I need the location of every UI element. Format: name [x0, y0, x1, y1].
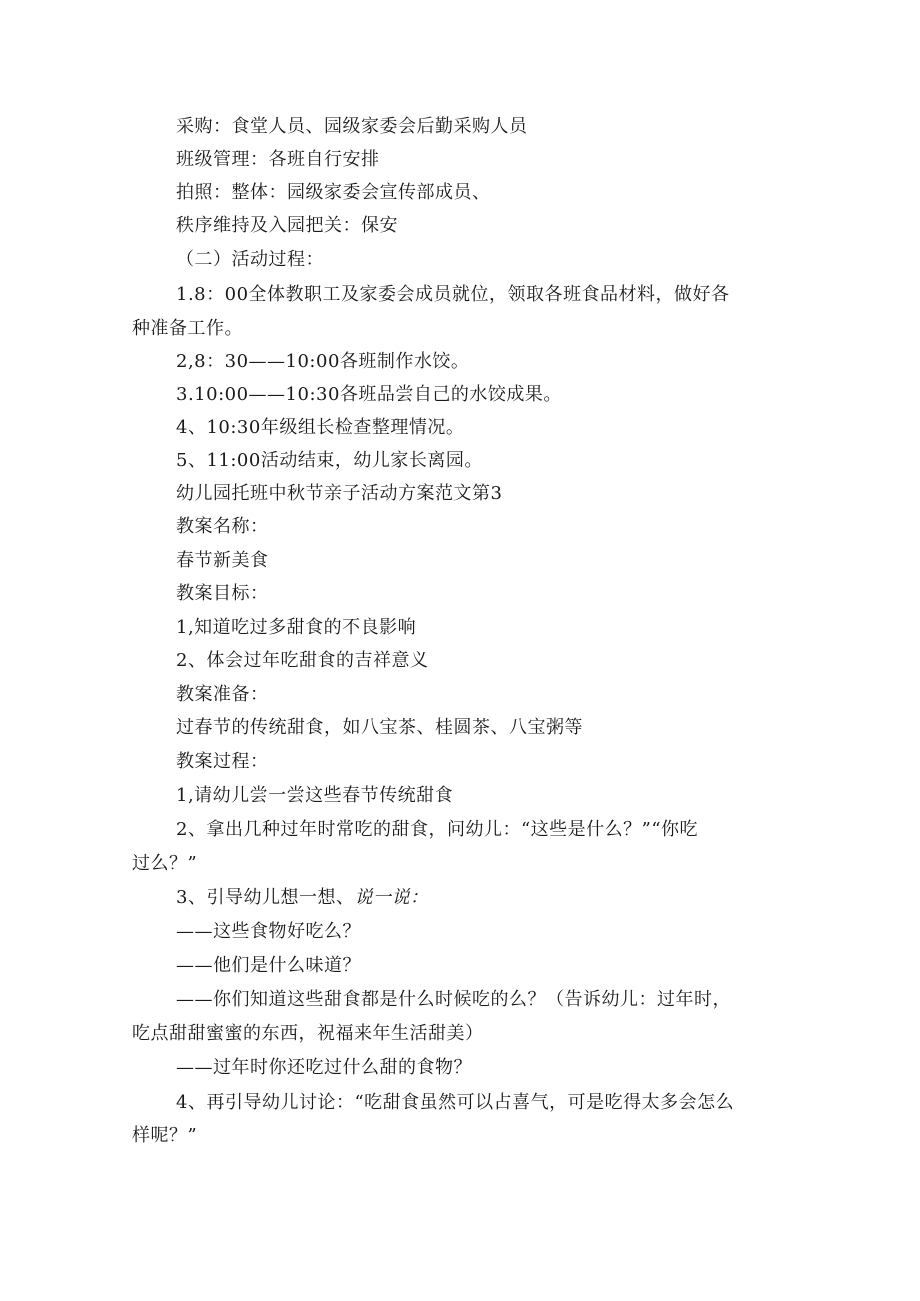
text-line: ——这些食物好吃么？ — [176, 921, 361, 942]
text-line: ——你们知道这些甜食都是什么时候吃的么？（告诉幼儿：过年时， — [176, 989, 731, 1010]
text-line: 采购：食堂人员、园级家委会后勤采购人员 — [176, 116, 528, 137]
italic-text-segment: 说一说： — [354, 887, 429, 908]
text-line: 4、再引导幼儿讨论：“吃甜食虽然可以占喜气，可是吃得太多会怎么 — [176, 1092, 735, 1113]
text-line: 春节新美食 — [176, 550, 269, 571]
text-line: 过么？” — [132, 853, 198, 874]
text-line: 教案过程： — [176, 751, 269, 772]
text-line: 种准备工作。 — [132, 318, 243, 339]
text-line — [176, 886, 428, 910]
text-line: ——过年时你还吃过什么甜的食物？ — [176, 1057, 472, 1078]
text-line: 班级管理：各班自行安排 — [176, 149, 380, 170]
text-line: 1.8：00全体教职工及家委会成员就位，领取各班食品材料，做好各 — [176, 284, 730, 305]
text-line: 2、拿出几种过年时常吃的甜食，问幼儿：“这些是什么？”“你吃 — [176, 819, 699, 840]
text-line: 3.10:00——10:30各班品尝自己的水饺成果。 — [176, 384, 562, 405]
text-segment: 3、引导幼儿想一想、 — [176, 887, 355, 908]
text-line: 5、11:00活动结束，幼儿家长离园。 — [176, 450, 483, 471]
text-line: 2,8：30——10:00各班制作水饺。 — [176, 351, 470, 372]
text-line: 秩序维持及入园把关：保安 — [176, 215, 398, 236]
text-line: 1,请幼儿尝一尝这些春节传统甜食 — [176, 785, 454, 806]
text-line: 吃点甜甜蜜蜜的东西，祝福来年生活甜美） — [132, 1023, 484, 1044]
section-heading: （二）活动过程： — [176, 249, 324, 270]
text-line: 教案准备： — [176, 684, 269, 705]
section-title: 幼儿园托班中秋节亲子活动方案范文第3 — [176, 483, 503, 504]
text-line: 过春节的传统甜食，如八宝茶、桂圆茶、八宝粥等 — [176, 717, 583, 738]
text-line: 1,知道吃过多甜食的不良影响 — [176, 617, 417, 638]
text-line: 拍照：整体：园级家委会宣传部成员、 — [176, 182, 491, 203]
text-line: 4、10:30年级组长检查整理情况。 — [176, 417, 465, 438]
text-line: 样呢？” — [132, 1125, 198, 1146]
text-line: 教案名称： — [176, 516, 269, 537]
text-line: ——他们是什么味道？ — [176, 955, 361, 976]
text-line: 2、体会过年吃甜食的吉祥意义 — [176, 650, 429, 671]
text-line: 教案目标： — [176, 583, 269, 604]
